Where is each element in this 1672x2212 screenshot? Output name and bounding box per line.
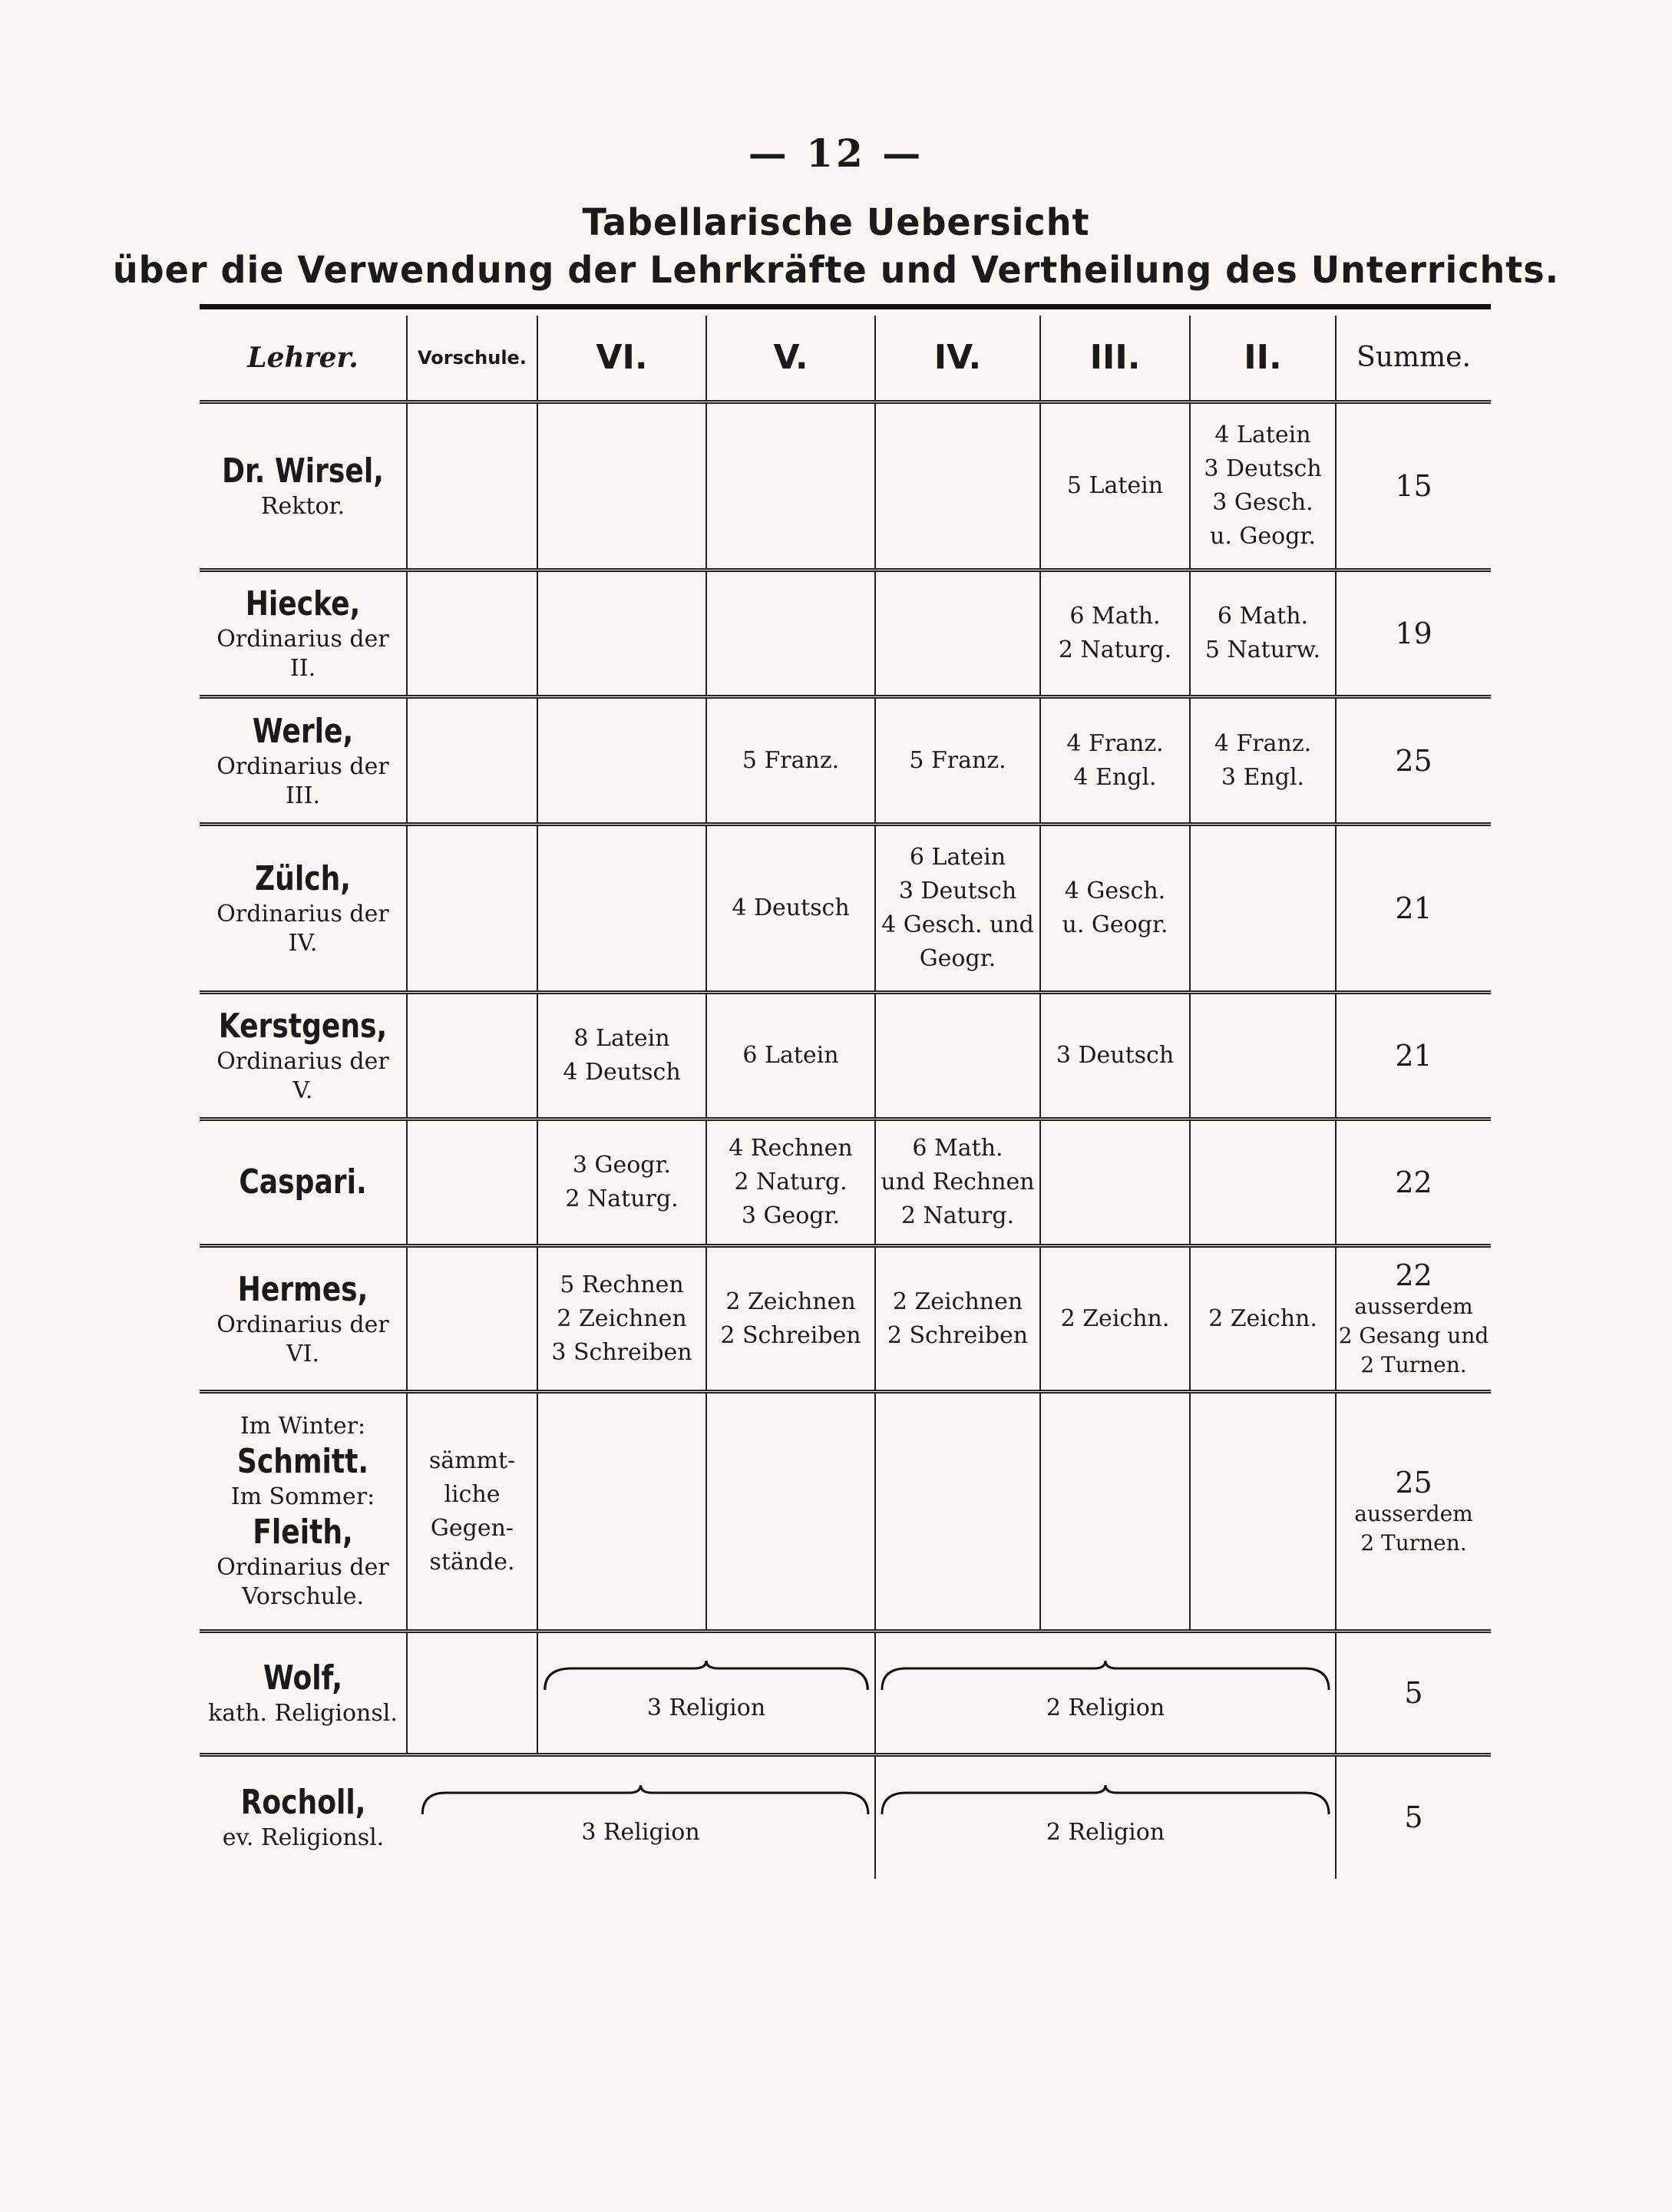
- lesson-text: 6 Latein: [909, 844, 1006, 871]
- lesson-text: 2 Religion: [1046, 1819, 1165, 1847]
- brace-icon: [876, 1785, 1335, 1816]
- page-subtitle: über die Verwendung der Lehrkräfte und Vertheilung des Unterrichts.: [112, 249, 1560, 292]
- cell-summe: 21: [1336, 993, 1491, 1119]
- cell-iv: [875, 402, 1040, 570]
- teacher-cell: [200, 1119, 407, 1246]
- cell-v: [706, 697, 875, 825]
- cell-ii: [1190, 1392, 1336, 1632]
- cell-vorschule: [407, 697, 537, 825]
- cell-ii: [1190, 570, 1336, 697]
- lesson-text: 3 Geogr.: [741, 1202, 841, 1229]
- cell-vi: [537, 1119, 706, 1246]
- season-label: Im Winter:: [240, 1412, 366, 1440]
- cell-iii: [1040, 1246, 1190, 1392]
- sum-note: ausserdem: [1354, 1293, 1473, 1319]
- cell-iii: [1040, 825, 1190, 993]
- page-title: Tabellarische Uebersicht: [582, 201, 1090, 244]
- lesson-text: 2 Naturg.: [900, 1202, 1015, 1229]
- lesson-text: 5 Franz.: [909, 746, 1006, 774]
- lesson-text: 2 Zeichn.: [1060, 1304, 1170, 1332]
- lesson-text: 6 Math.: [1217, 603, 1309, 630]
- teacher-cell: [200, 1246, 407, 1392]
- brace-icon: [407, 1785, 874, 1816]
- teacher-role: Ordinarius der: [216, 1553, 389, 1581]
- teacher-name: Zülch,: [255, 859, 351, 898]
- teacher-cell: [200, 570, 407, 697]
- cell-ii: [1190, 697, 1336, 825]
- lesson-text: stände.: [429, 1548, 515, 1576]
- table-row: [200, 1392, 1491, 1632]
- lesson-text: u. Geogr.: [1210, 523, 1316, 550]
- lesson-text: 2 Zeichn.: [1208, 1304, 1317, 1332]
- cell-v: [706, 993, 875, 1119]
- cell-vorschule: [407, 570, 537, 697]
- teacher-role: kath. Religionsl.: [208, 1700, 398, 1727]
- table-row: [200, 570, 1491, 697]
- lesson-text: 2 Zeichnen: [557, 1304, 687, 1332]
- cell-iii: [1040, 1119, 1190, 1246]
- brace-icon: [538, 1661, 874, 1691]
- lesson-text: 3 Religion: [581, 1819, 700, 1847]
- lesson-text: 2 Naturg.: [565, 1185, 679, 1212]
- lesson-text: 4 Latein: [1214, 422, 1311, 448]
- lesson-text: 2 Schreiben: [720, 1321, 861, 1349]
- table-row: [200, 402, 1491, 570]
- cell-vi: [537, 697, 706, 825]
- cell-vorschule: [407, 825, 537, 993]
- cell-vorschule: [407, 1632, 537, 1755]
- teacher-role: Ordinarius der: [216, 1048, 389, 1075]
- lesson-text: 2 Schreiben: [887, 1321, 1029, 1349]
- lesson-text: liche: [444, 1480, 501, 1508]
- cell-vi: [537, 1246, 706, 1392]
- lesson-text: 6 Latein: [742, 1042, 839, 1069]
- header-summe: Summe.: [1336, 316, 1491, 402]
- cell-iv: [875, 825, 1040, 993]
- table-row: [200, 993, 1491, 1119]
- brace-icon: [876, 1661, 1335, 1691]
- lesson-text: 2 Zeichnen: [892, 1288, 1023, 1315]
- cell-iv: [875, 1392, 1040, 1632]
- cell-ii: [1190, 993, 1336, 1119]
- cell-vorschule: [407, 1246, 537, 1392]
- lesson-text: 2 Religion: [1046, 1695, 1165, 1721]
- lesson-text: 5 Franz.: [742, 746, 840, 774]
- cell-vi-v: [537, 1632, 875, 1755]
- cell-iv: [875, 697, 1040, 825]
- season-label: Im Sommer:: [230, 1483, 375, 1510]
- teacher-role: Ordinarius der: [216, 901, 389, 927]
- cell-vi: [537, 1392, 706, 1632]
- cell-vi: [537, 570, 706, 697]
- table-row: [200, 1119, 1491, 1246]
- teacher-role: II.: [289, 655, 316, 682]
- cell-iv-ii: [875, 1755, 1336, 1879]
- teacher-name: Fleith,: [253, 1512, 353, 1552]
- lesson-text: sämmt-: [428, 1447, 516, 1474]
- lesson-text: 4 Franz.: [1214, 729, 1312, 757]
- cell-iv: [875, 1246, 1040, 1392]
- lesson-text: und Rechnen: [881, 1169, 1035, 1195]
- cell-vi: [537, 993, 706, 1119]
- header-vi: VI.: [537, 316, 706, 402]
- teacher-role: VI.: [286, 1340, 320, 1367]
- lesson-text: Geogr.: [919, 945, 996, 972]
- cell-iii: [1040, 993, 1190, 1119]
- lesson-text: 4 Rechnen: [729, 1135, 853, 1162]
- teacher-name: Wolf,: [263, 1658, 343, 1698]
- teacher-role: Rektor.: [260, 493, 345, 520]
- lesson-text: 4 Franz.: [1066, 729, 1164, 757]
- teacher-role: Ordinarius der: [216, 626, 389, 653]
- header-ii: II.: [1190, 316, 1336, 402]
- teacher-role: Ordinarius der: [216, 1311, 389, 1338]
- cell-summe: [1336, 1246, 1491, 1392]
- cell-v: [706, 402, 875, 570]
- title-rule: [200, 304, 1491, 309]
- lesson-text: 4 Deutsch: [732, 894, 850, 921]
- teacher-role: V.: [292, 1077, 313, 1104]
- table-row: [200, 1632, 1491, 1755]
- cell-iii: [1040, 570, 1190, 697]
- teacher-name: Hiecke,: [245, 584, 361, 623]
- lesson-text: 3 Gesch.: [1212, 489, 1313, 516]
- lesson-text: 6 Math.: [912, 1135, 1003, 1162]
- teacher-cell: [200, 402, 407, 570]
- cell-summe: 22: [1336, 1119, 1491, 1246]
- table-header-row: [200, 316, 1491, 402]
- cell-ii: [1190, 1246, 1336, 1392]
- table-row: [200, 1755, 1491, 1879]
- table-row: [200, 825, 1491, 993]
- cell-iv: [875, 570, 1040, 697]
- teacher-role: Vorschule.: [241, 1582, 365, 1610]
- lesson-text: 3 Geogr.: [572, 1152, 672, 1179]
- header-vorschule: Vorschule.: [407, 316, 537, 402]
- header-lehrer: Lehrer.: [200, 316, 407, 402]
- teacher-name: Kerstgens,: [218, 1007, 388, 1046]
- cell-summe: [1336, 1392, 1491, 1632]
- sum-note: 2 Turnen.: [1360, 1351, 1467, 1377]
- lesson-text: 6 Math.: [1069, 603, 1161, 630]
- cell-vi-v: [407, 1755, 875, 1879]
- teacher-name: Hermes,: [237, 1269, 368, 1309]
- lesson-text: 2 Naturg.: [734, 1169, 848, 1195]
- cell-iv-ii: [875, 1632, 1336, 1755]
- lesson-text: 3 Religion: [646, 1695, 766, 1721]
- table-row: [200, 1246, 1491, 1392]
- sum-note: ausserdem: [1354, 1500, 1473, 1526]
- cell-ii: [1190, 402, 1336, 570]
- cell-vorschule: [407, 993, 537, 1119]
- cell-ii: [1190, 825, 1336, 993]
- lesson-text: 4 Gesch.: [1064, 878, 1166, 904]
- lesson-text: 4 Gesch. und: [881, 911, 1034, 938]
- cell-summe: 15: [1336, 402, 1491, 570]
- lesson-text: 4 Deutsch: [563, 1059, 681, 1086]
- sum-note: 2 Gesang und: [1338, 1322, 1489, 1348]
- cell-summe: 5: [1336, 1632, 1491, 1755]
- lesson-text: 3 Deutsch: [898, 878, 1017, 904]
- teacher-cell: [200, 1755, 407, 1879]
- lesson-text: 3 Deutsch: [1204, 455, 1322, 482]
- lesson-text: u. Geogr.: [1062, 911, 1168, 938]
- cell-vi: [537, 402, 706, 570]
- cell-iv: [875, 993, 1040, 1119]
- header-iv: IV.: [875, 316, 1040, 402]
- teacher-name: Werle,: [252, 711, 354, 751]
- cell-v: [706, 1246, 875, 1392]
- teacher-role: ev. Religionsl.: [222, 1824, 385, 1852]
- header-v: V.: [706, 316, 875, 402]
- teacher-role: III.: [285, 782, 321, 809]
- sum-value: 22: [1395, 1258, 1432, 1292]
- lesson-text: 2 Naturg.: [1058, 636, 1172, 663]
- lesson-text: 5 Latein: [1066, 472, 1164, 499]
- teacher-name: Rocholl,: [240, 1783, 366, 1823]
- teacher-cell: [200, 1392, 407, 1632]
- teacher-name: Dr. Wirsel,: [222, 451, 384, 491]
- lesson-text: 2 Zeichnen: [725, 1288, 856, 1315]
- teacher-cell: [200, 993, 407, 1119]
- cell-summe: 25: [1336, 697, 1491, 825]
- cell-summe: 19: [1336, 570, 1491, 697]
- lesson-text: 4 Engl.: [1073, 763, 1157, 791]
- lesson-text: 8 Latein: [573, 1025, 670, 1052]
- cell-vorschule: [407, 1392, 537, 1632]
- teacher-role: Ordinarius der: [216, 752, 389, 780]
- header-iii: III.: [1040, 316, 1190, 402]
- cell-iv: [875, 1119, 1040, 1246]
- cell-vorschule: [407, 1119, 537, 1246]
- teacher-name: Schmitt.: [236, 1441, 369, 1481]
- cell-summe: 5: [1336, 1755, 1491, 1879]
- cell-ii: [1190, 1119, 1336, 1246]
- cell-v: [706, 570, 875, 697]
- cell-v: [706, 1119, 875, 1246]
- lesson-text: Gegen-: [430, 1514, 514, 1542]
- cell-vi: [537, 825, 706, 993]
- teacher-name: Caspari.: [239, 1162, 367, 1202]
- cell-v: [706, 1392, 875, 1632]
- teacher-role: IV.: [288, 930, 318, 957]
- cell-v: [706, 825, 875, 993]
- teacher-cell: [200, 1632, 407, 1755]
- lesson-text: 3 Engl.: [1221, 763, 1305, 791]
- lesson-text: 5 Naturw.: [1204, 636, 1321, 663]
- teacher-table: [200, 316, 1491, 1879]
- teacher-cell: [200, 697, 407, 825]
- teacher-cell: [200, 825, 407, 993]
- cell-iii: [1040, 402, 1190, 570]
- lesson-text: 3 Deutsch: [1056, 1042, 1175, 1069]
- sum-value: 25: [1395, 1465, 1432, 1499]
- cell-summe: 21: [1336, 825, 1491, 993]
- lesson-text: 5 Rechnen: [560, 1271, 684, 1298]
- cell-iii: [1040, 1392, 1190, 1632]
- table-row: [200, 697, 1491, 825]
- page-number: — 12 —: [748, 131, 924, 176]
- cell-vorschule: [407, 402, 537, 570]
- lesson-text: 3 Schreiben: [551, 1338, 692, 1366]
- sum-note: 2 Turnen.: [1360, 1529, 1467, 1556]
- cell-iii: [1040, 697, 1190, 825]
